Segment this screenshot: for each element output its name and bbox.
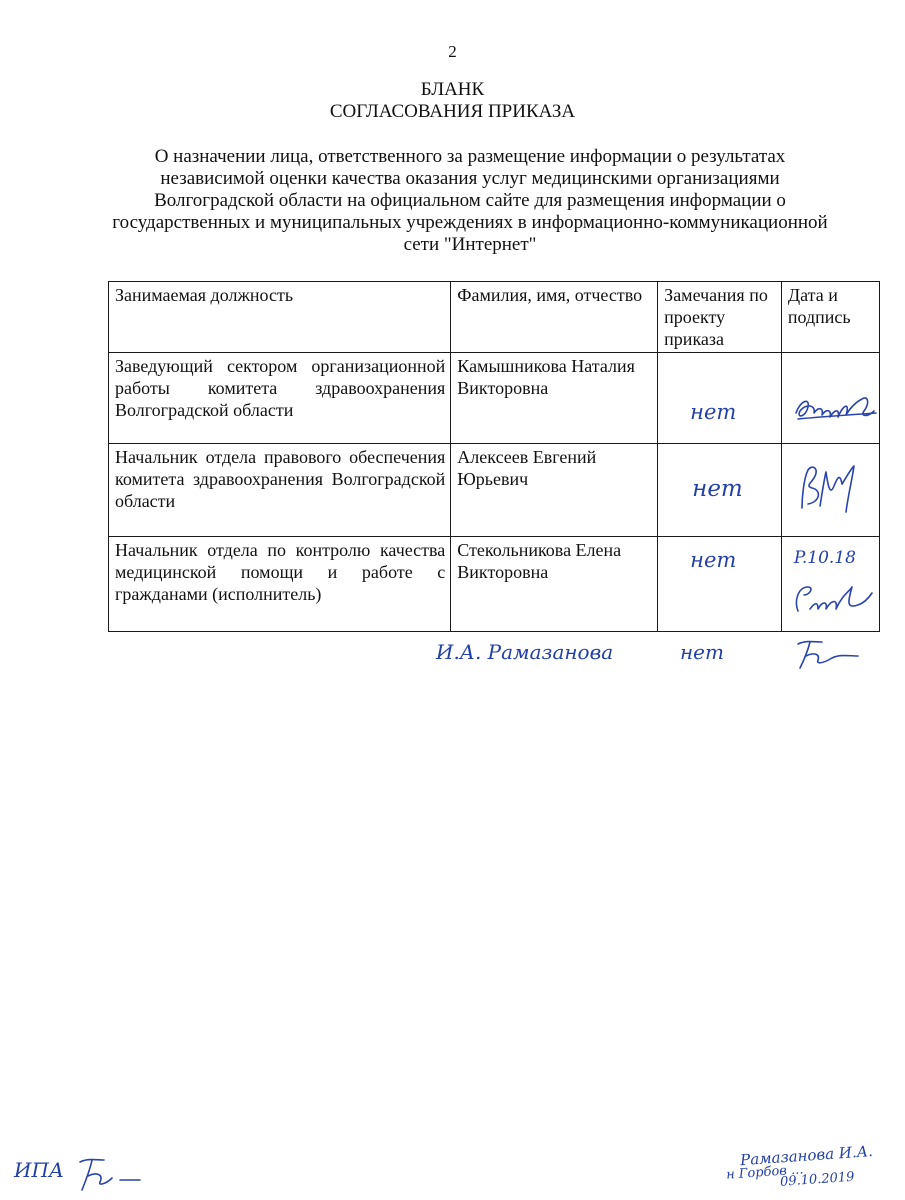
row-remark-cell xyxy=(658,444,782,537)
table-row xyxy=(109,537,880,632)
row-name: Стекольникова Елена Викторовна xyxy=(451,537,658,632)
signature-image xyxy=(790,456,882,526)
header-position: Занимаемая должность xyxy=(109,282,451,353)
row-remark: нет xyxy=(692,476,743,502)
document-title xyxy=(0,79,905,123)
row-remark: нет xyxy=(690,548,737,572)
row-date: P.10.18 xyxy=(793,548,856,568)
header-date-signature: Дата и подпись xyxy=(781,282,879,353)
header-remarks: Замечания по проекту приказа xyxy=(658,282,782,353)
signature-image xyxy=(788,373,880,433)
table-row xyxy=(109,353,880,444)
row-position: Начальник отдела по контролю качества медицинской помощи и работе с гражданами (исполнитель) xyxy=(109,537,451,632)
extra-approver-name: И.А. Рамазанова xyxy=(436,640,614,664)
footer-left-signature-image xyxy=(74,1154,144,1194)
title-line-1: БЛАНК xyxy=(420,79,485,100)
extra-approver-remark: нет xyxy=(680,640,724,664)
footer-right-line-1: Рамазанова И.А. xyxy=(739,1141,874,1170)
row-signature-cell xyxy=(781,444,879,537)
table-header-row xyxy=(109,282,880,353)
row-remark-cell xyxy=(658,537,782,632)
approval-table xyxy=(108,281,880,632)
order-subject: О назначении лица, ответственного за размещение информации о результатах независимой оценки качества оказания услуг медицинскими организациями Волгоградской области на официальном сайте для размещения информации о государственных и муниципальных учреждениях в информационно-коммуникационной сети "Интернет" xyxy=(112,146,828,255)
table-row xyxy=(109,444,880,537)
extra-signature-image xyxy=(792,636,862,672)
row-signature-cell xyxy=(781,537,879,632)
title-line-2: СОГЛАСОВАНИЯ ПРИКАЗА xyxy=(329,101,576,122)
row-remark: нет xyxy=(690,400,737,424)
row-signature-cell xyxy=(781,353,879,444)
row-remark-cell xyxy=(658,353,782,444)
row-position: Заведующий сектором организационной работы комитета здравоохранения Волгоградской области xyxy=(109,353,451,444)
footer-right-line-2: н Горбов ... xyxy=(725,1162,804,1183)
footer-initials: ИПА xyxy=(14,1158,65,1182)
footer-right-date: 09.10.2019 xyxy=(779,1169,855,1190)
header-name: Фамилия, имя, отчество xyxy=(451,282,658,353)
signature-image xyxy=(788,575,880,625)
row-name: Камышникова Наталия Викторовна xyxy=(451,353,658,444)
page-number: 2 xyxy=(448,42,457,61)
row-name: Алексеев Евгений Юрьевич xyxy=(451,444,658,537)
footer-right-annotation xyxy=(725,1141,890,1190)
row-position: Начальник отдела правового обеспечения комитета здравоохранения Волгоградской области xyxy=(109,444,451,537)
